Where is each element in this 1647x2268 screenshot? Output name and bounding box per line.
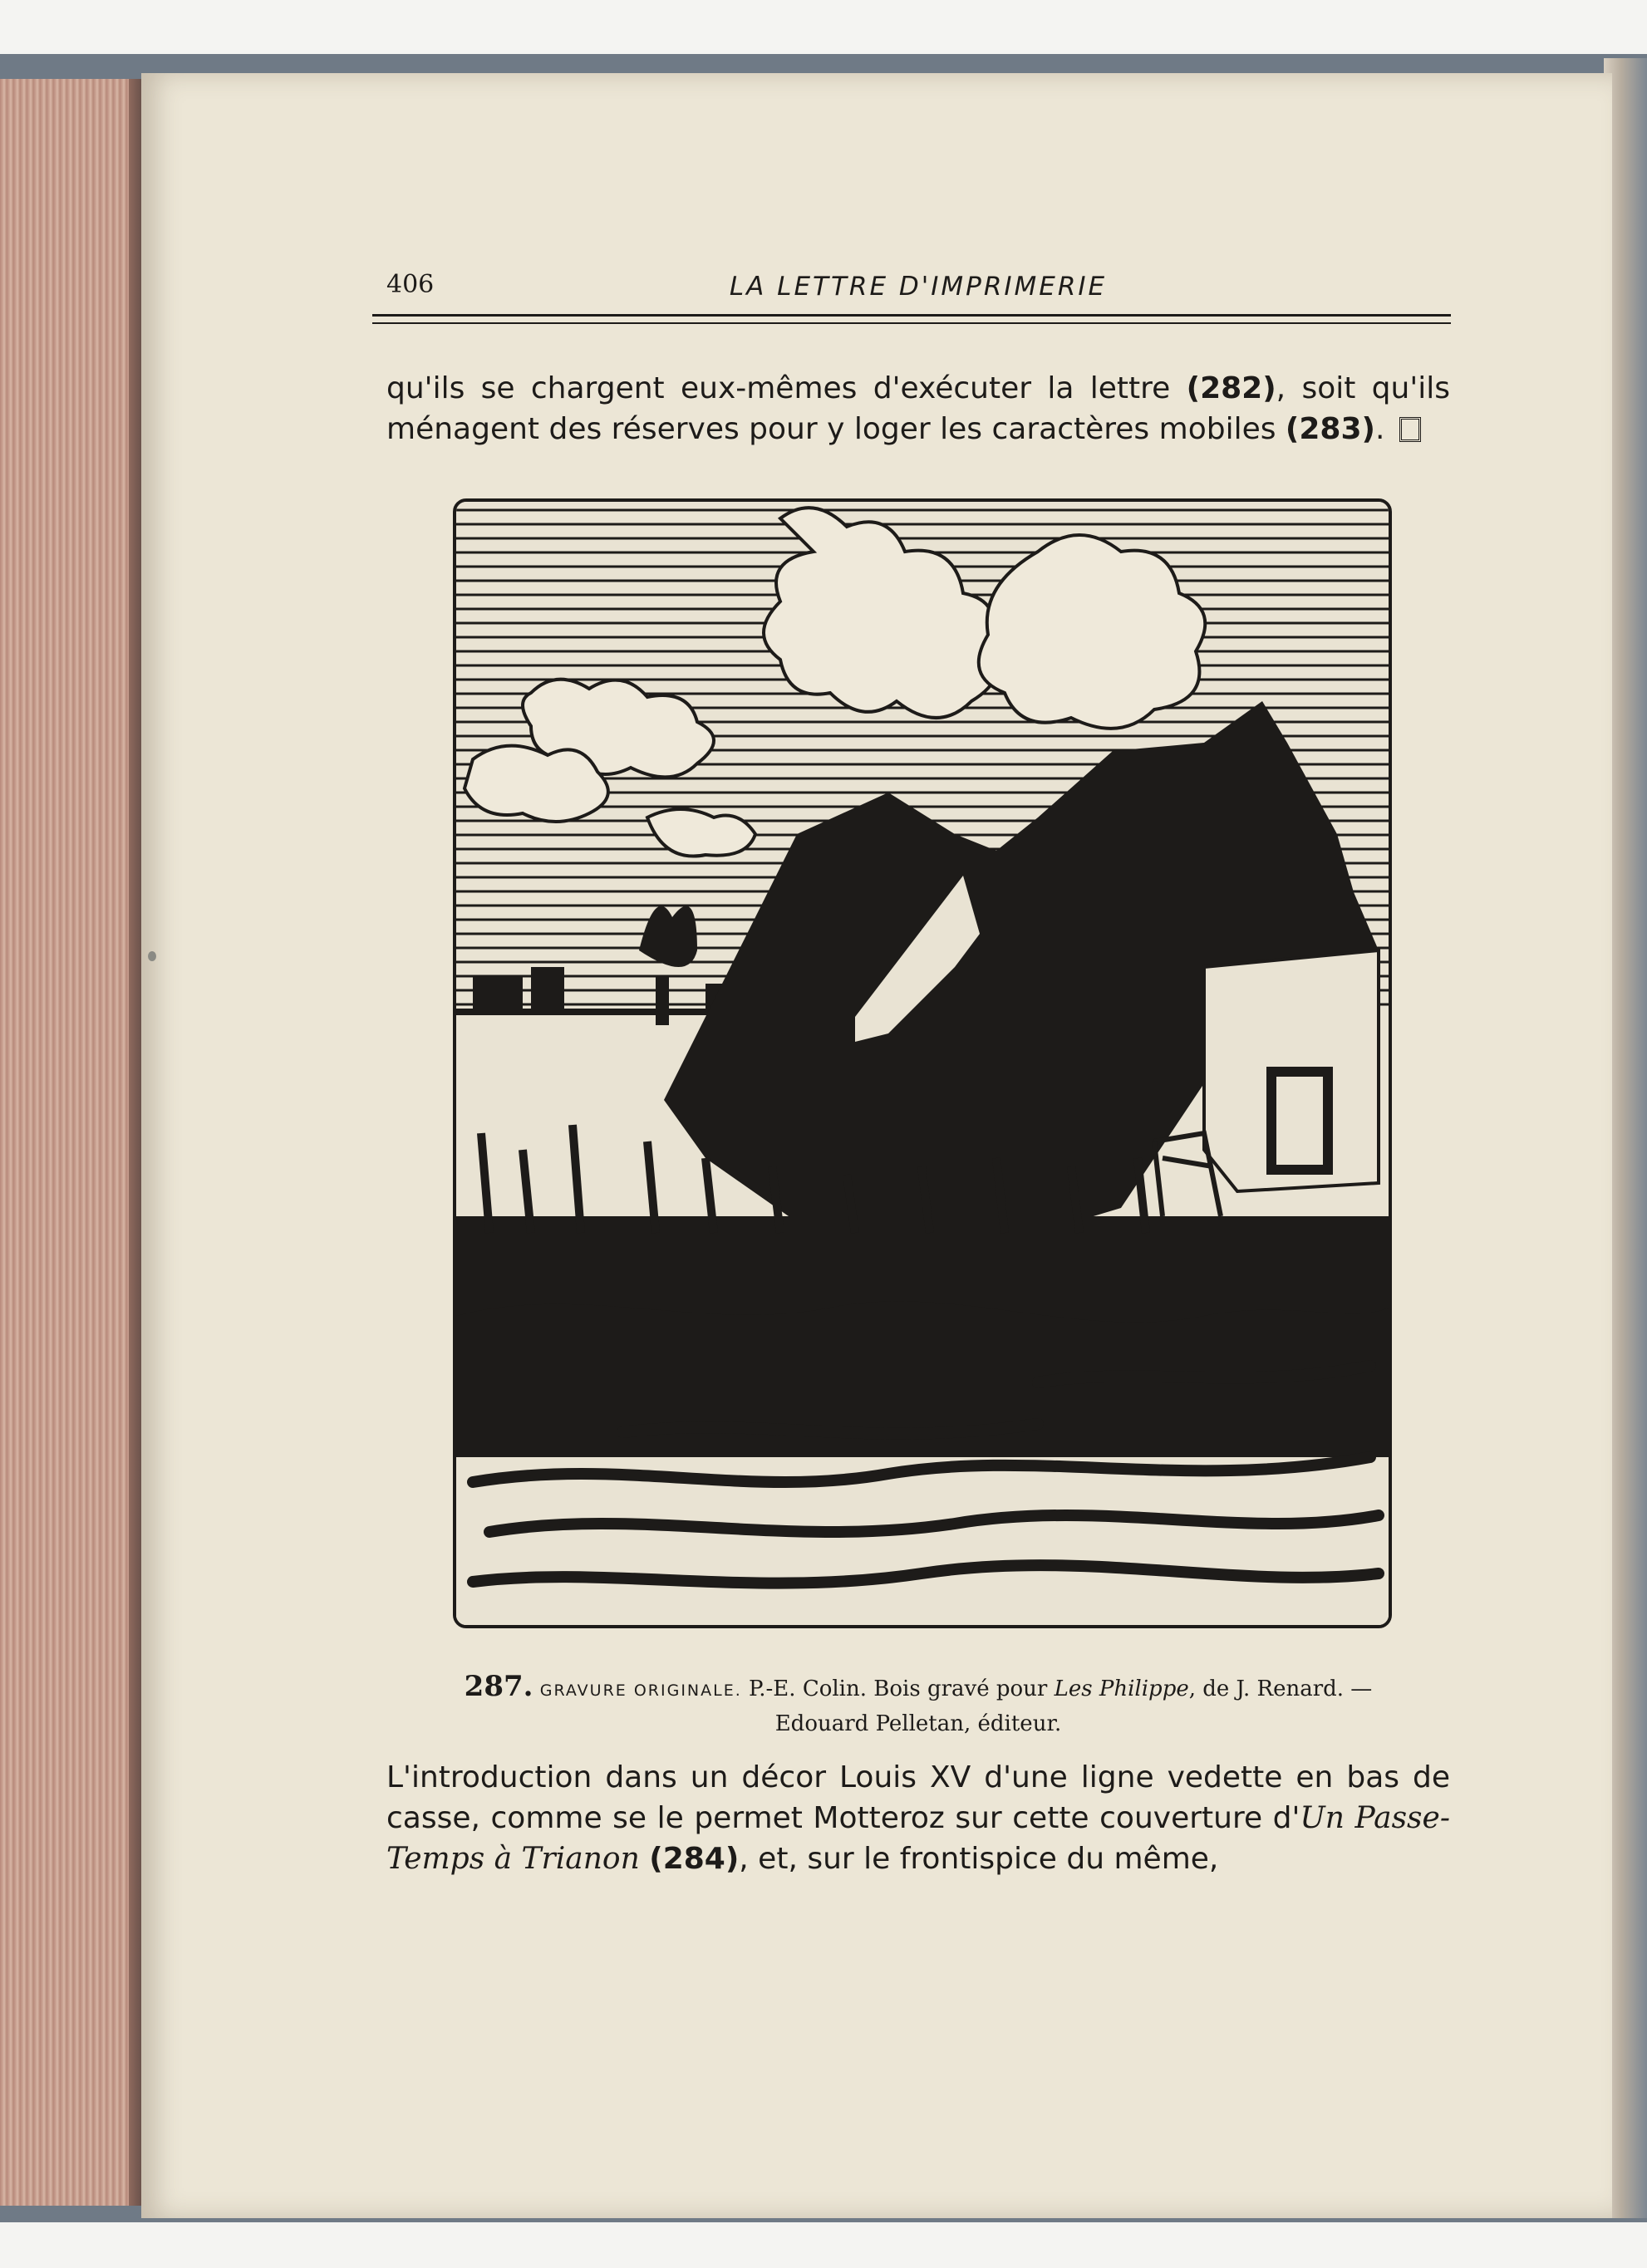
figure-reference: (283) [1285,412,1375,446]
page-edges [0,79,145,2206]
fence-and-plants [456,1216,1389,1457]
end-ornament-icon [1399,417,1421,442]
text-run: . [1374,412,1385,446]
caption-label: GRAVURE ORIGINALE. [539,1681,742,1700]
paragraph-top [386,368,1450,449]
caption-line-1 [386,1670,1450,1707]
woodcut-image [456,502,1389,1625]
text-run: qu'ils se chargent eux-mêmes d'exécuter la lettre [386,371,1187,405]
running-title: LA LETTRE D'IMPRIMERIE [729,272,1108,302]
caption-text: , de J. Renard. — [1188,1676,1373,1701]
book-title: Un Passe-Temps à Trianon [386,1801,1450,1876]
header-rule-top [372,314,1451,317]
paper-speck [148,951,156,961]
figure-reference: (282) [1186,371,1276,405]
caption-text: P.-E. Colin. Bois gravé pour [741,1676,1055,1701]
text-run: L'introduction dans un décor Louis XV d'une ligne vedette en bas de casse, comme se le permet Motteroz sur cette couverture d' [386,1760,1450,1835]
page-number: 406 [386,270,435,299]
text-run: , et, sur le frontispice du même, [739,1842,1219,1876]
caption-line-2: Edouard Pelletan, éditeur. [774,1711,1062,1736]
woodcut-illustration [453,498,1392,1628]
caption-book-title: Les Philippe [1054,1676,1189,1701]
running-head [386,270,1450,310]
paragraph-bottom [386,1757,1450,1879]
figure-caption [386,1670,1450,1740]
figure-reference: (284) [649,1842,740,1876]
header-rule-bottom [372,322,1451,324]
caption-number: 287. [464,1670,533,1703]
text-run: , soit qu'ils ménagent des réserves pour y loger les caractères mobiles [386,371,1450,446]
